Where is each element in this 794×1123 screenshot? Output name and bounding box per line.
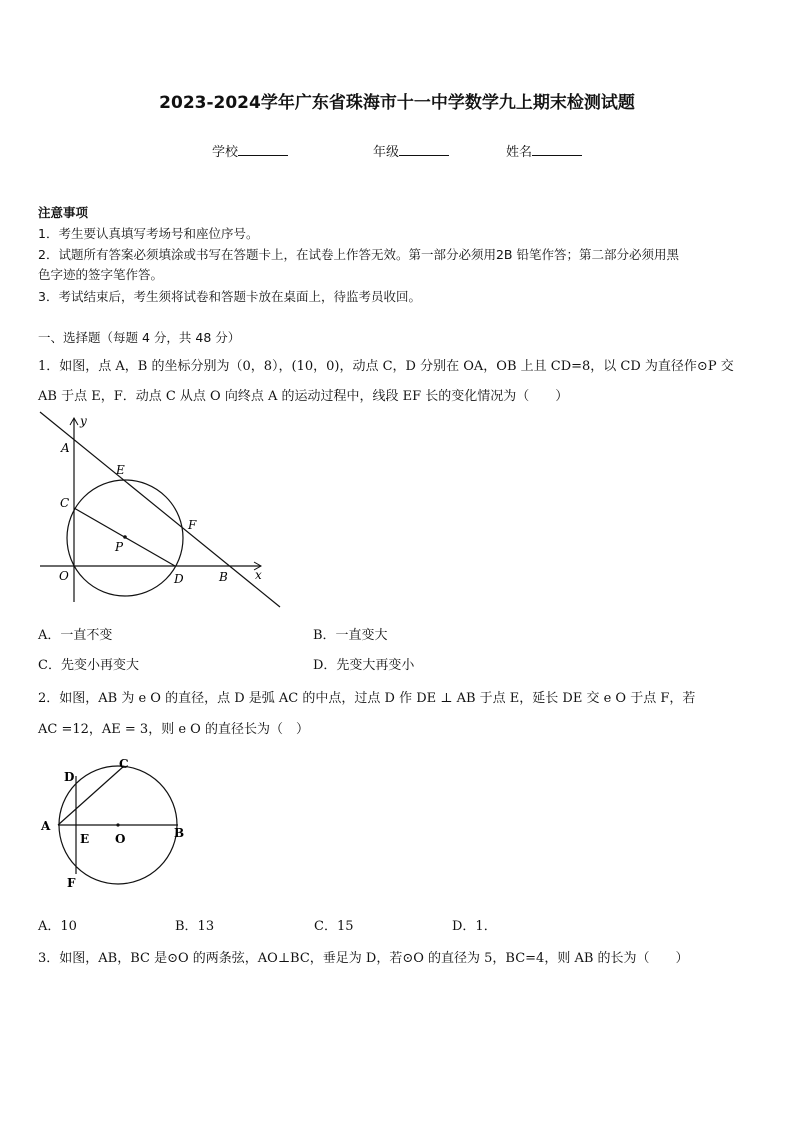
q2-option-b: B．13 <box>175 919 215 934</box>
q1-option-c: C．先变小再变大 <box>38 658 139 673</box>
q1-figure <box>36 410 286 615</box>
grade-field <box>373 141 449 160</box>
q2-option-d: D．1． <box>452 919 497 934</box>
name-field <box>506 141 582 160</box>
point-p <box>123 535 127 539</box>
label-x: x <box>255 568 262 582</box>
label-d: D <box>64 770 75 784</box>
label-e: E <box>80 832 90 846</box>
label-p: P <box>115 540 124 554</box>
page-title: 2023-2024学年广东省珠海市十一中学数学九上期末检测试题 <box>159 93 635 113</box>
label-d: D <box>174 572 184 586</box>
q1-stem-line2: AB 于点 E，F．动点 C 从点 O 向终点 A 的运动过程中，线段 EF 长的变化情况为（ ） <box>38 389 569 404</box>
note-item: 3．考试结束后，考生须将试卷和答题卡放在桌面上，待监考员收回。 <box>38 289 421 304</box>
label-o: O <box>115 832 126 846</box>
q2-figure <box>36 755 196 895</box>
label-a: A <box>61 441 70 455</box>
label-o: O <box>59 569 69 583</box>
label-b: B <box>174 826 185 840</box>
label-f: F <box>67 876 76 890</box>
grade-blank <box>399 143 449 156</box>
q3-stem-line1: 3．如图，AB，BC 是⊙O 的两条弦，AO⊥BC，垂足为 D，若⊙O 的直径为 5，BC=4，则 AB 的长为（ ） <box>38 951 689 966</box>
label-f: F <box>188 518 197 532</box>
school-field <box>212 141 288 160</box>
school-blank <box>238 143 288 156</box>
q2-option-a: A．10 <box>38 919 77 934</box>
note-item: 色字迹的签字笔作答。 <box>38 267 164 282</box>
label-b: B <box>219 570 228 584</box>
q1-option-a: A．一直不变 <box>38 628 113 643</box>
q2-option-c: C．15 <box>314 919 354 934</box>
note-item: 2．试题所有答案必须填涂或书写在答题卡上，在试卷上作答无效。第一部分必须用2B 铅笔作答；第二部分必须用黑 <box>38 247 679 262</box>
q1-option-d: D．先变大再变小 <box>313 658 415 673</box>
center-o <box>116 823 119 826</box>
label-c: C <box>60 496 70 510</box>
q1-option-b: B．一直变大 <box>313 628 388 643</box>
school-label: 学校 <box>212 145 239 160</box>
note-item: 1．考生要认真填写考场号和座位序号。 <box>38 226 259 241</box>
q2-stem-line2: AC =12，AE = 3，则 e O 的直径长为（ ） <box>38 722 309 737</box>
label-c: C <box>119 757 129 771</box>
label-a: A <box>41 819 51 833</box>
grade-label: 年级 <box>373 145 400 160</box>
notes-heading: 注意事项 <box>38 205 89 220</box>
q2-stem-line1: 2．如图，AB 为 e O 的直径，点 D 是弧 AC 的中点，过点 D 作 DE ⊥ AB 于点 E，延长 DE 交 e O 于点 F，若 <box>38 691 696 706</box>
label-y: y <box>80 414 87 428</box>
name-blank <box>532 143 582 156</box>
label-e: E <box>116 463 125 477</box>
section-heading: 一、选择题（每题 4 分，共 48 分） <box>38 330 241 345</box>
q1-stem-line1: 1．如图，点 A，B 的坐标分别为（0，8），(10，0)，动点 C，D 分别在 OA，OB 上且 CD=8，以 CD 为直径作⊙P 交 <box>38 359 734 374</box>
name-label: 姓名 <box>506 145 533 160</box>
